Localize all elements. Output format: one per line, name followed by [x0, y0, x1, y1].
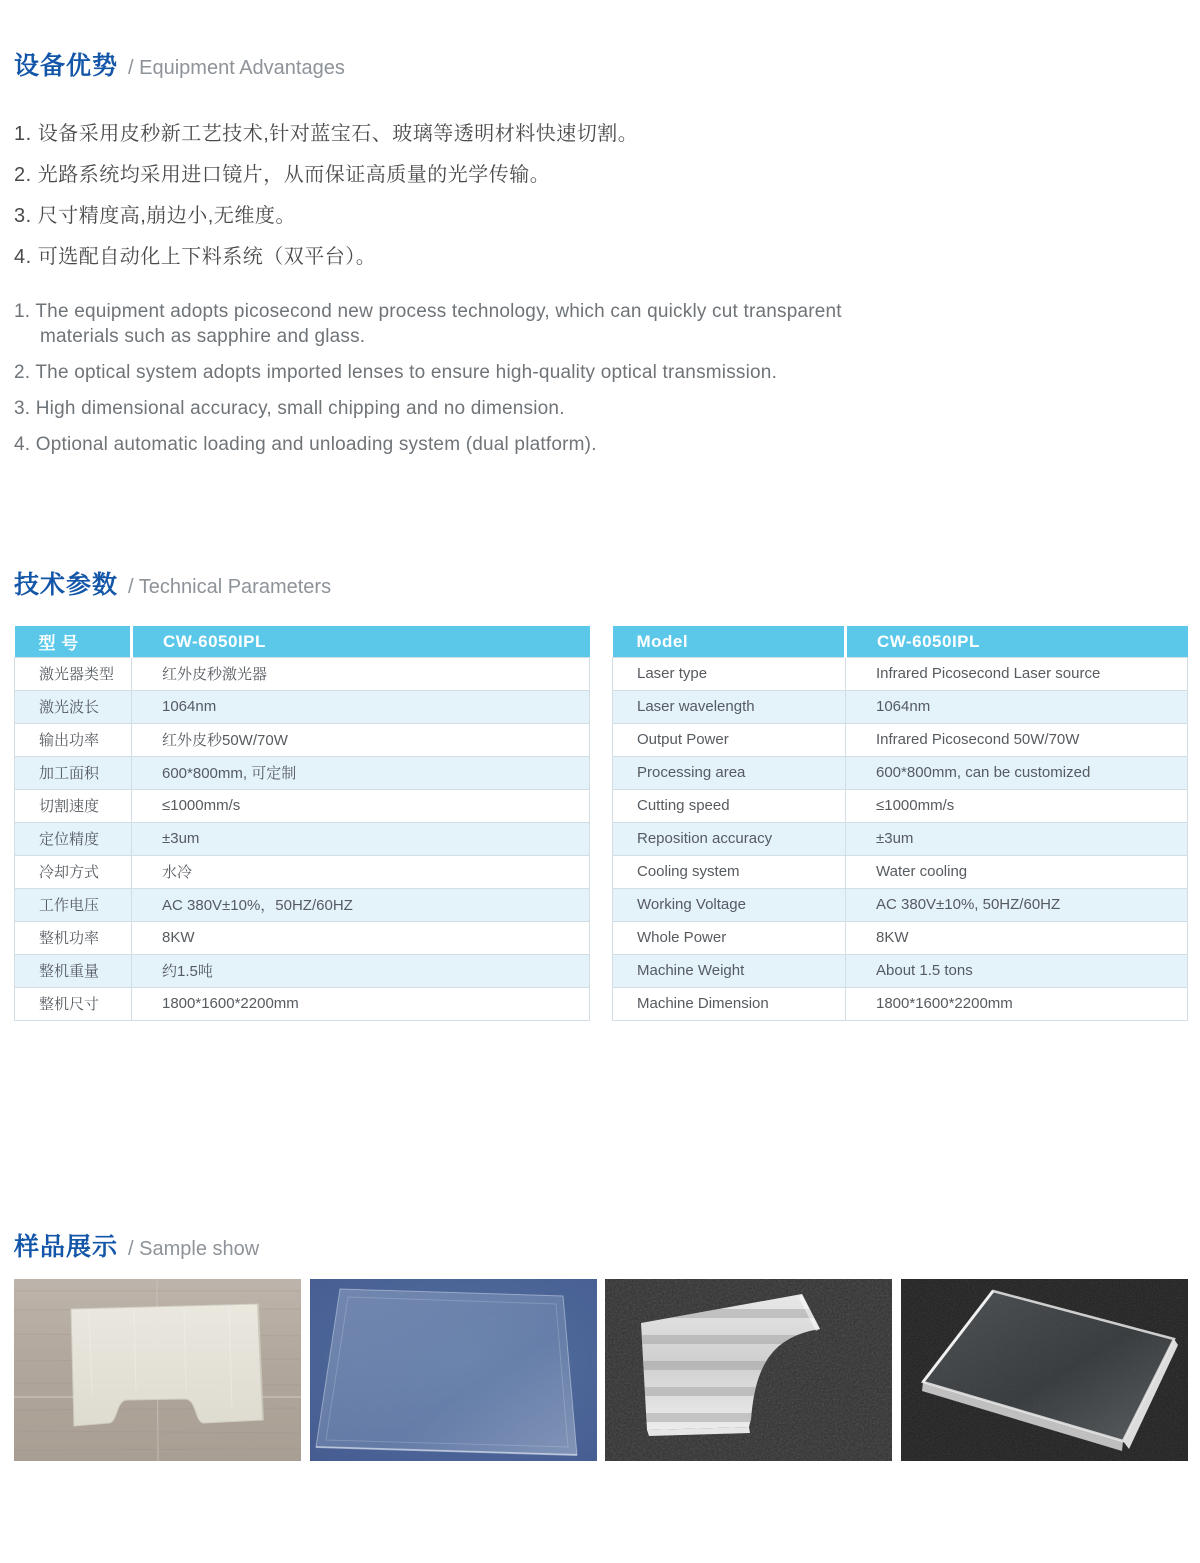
param-value: 水冷	[132, 855, 590, 888]
glass-sample-photo	[14, 1279, 301, 1461]
param-value: 8KW	[132, 921, 590, 954]
spec-table-chinese	[14, 626, 590, 1021]
advantage-item-cn: 4. 可选配自动化上下料系统（双平台）。	[14, 246, 377, 268]
heading-cn: 技术参数	[14, 571, 119, 600]
param-label: 整机功率	[15, 921, 132, 954]
table-row	[15, 954, 590, 987]
param-value: 1064nm	[846, 690, 1188, 723]
table-row	[613, 954, 1188, 987]
table-row	[613, 921, 1188, 954]
advantage-item-cn: 3. 尺寸精度高,崩边小,无维度。	[14, 205, 296, 227]
param-value: 600*800mm, can be customized	[846, 756, 1188, 789]
glass-sample-photo	[901, 1279, 1188, 1461]
section-heading-technical-parameters	[14, 565, 1186, 601]
param-label: 激光器类型	[15, 657, 132, 690]
heading-cn: 设备优势	[14, 52, 119, 80]
param-value: ≤1000mm/s	[132, 789, 590, 822]
table-row	[15, 657, 590, 690]
glass-sample-photo	[605, 1279, 892, 1461]
model-value-header: CW-6050IPL	[132, 626, 590, 657]
parameter-tables	[14, 626, 1188, 1021]
param-label: Machine Dimension	[613, 987, 846, 1020]
advantage-item-cn: 1. 设备采用皮秒新工艺技术,针对蓝宝石、玻璃等透明材料快速切割。	[14, 123, 639, 145]
table-body	[15, 657, 590, 1020]
param-label: Cooling system	[613, 855, 846, 888]
table-row	[613, 657, 1188, 690]
model-value-header: CW-6050IPL	[846, 626, 1188, 657]
param-value: 8KW	[846, 921, 1188, 954]
param-label: Whole Power	[613, 921, 846, 954]
table-row	[15, 690, 590, 723]
table-row	[15, 888, 590, 921]
param-label: 整机尺寸	[15, 987, 132, 1020]
advantages-list-en	[14, 299, 919, 457]
table-row	[15, 822, 590, 855]
param-label: 定位精度	[15, 822, 132, 855]
table-body	[613, 657, 1188, 1020]
table-row	[15, 855, 590, 888]
table-row	[613, 888, 1188, 921]
param-value: 红外皮秒激光器	[132, 657, 590, 690]
param-label: Cutting speed	[613, 789, 846, 822]
advantage-item-cn: 2. 光路系统均采用进口镜片，从而保证高质量的光学传输。	[14, 164, 551, 186]
param-value: Water cooling	[846, 855, 1188, 888]
sample-images-row	[14, 1279, 1188, 1532]
param-value: 约1.5吨	[132, 954, 590, 987]
advantage-item-en: 2. The optical system adopts imported lenses to ensure high-quality optical transmission.	[14, 362, 778, 384]
param-label: Machine Weight	[613, 954, 846, 987]
table-row	[15, 723, 590, 756]
param-value: AC 380V±10%，50HZ/60HZ	[132, 888, 590, 921]
param-value: ±3um	[132, 822, 590, 855]
advantage-item-en: 4. Optional automatic loading and unloading system (dual platform).	[14, 434, 597, 456]
table-row	[613, 987, 1188, 1020]
spec-table-english	[612, 626, 1188, 1021]
heading-en: / Sample show	[128, 1237, 260, 1260]
glass-sample-photo	[310, 1279, 597, 1461]
param-label: 输出功率	[15, 723, 132, 756]
sample-image-2	[310, 1279, 597, 1461]
param-value: About 1.5 tons	[846, 954, 1188, 987]
model-label-header: 型 号	[15, 626, 132, 657]
param-label: Working Voltage	[613, 888, 846, 921]
model-label-header: Model	[613, 626, 846, 657]
heading-en: / Equipment Advantages	[128, 57, 345, 79]
param-label: Output Power	[613, 723, 846, 756]
table-row	[613, 723, 1188, 756]
param-value: 600*800mm, 可定制	[132, 756, 590, 789]
param-label: Reposition accuracy	[613, 822, 846, 855]
table-row	[613, 855, 1188, 888]
table-row	[15, 789, 590, 822]
section-heading-sample-show	[14, 1227, 1186, 1263]
table-row	[15, 921, 590, 954]
param-label: 冷却方式	[15, 855, 132, 888]
param-value: ≤1000mm/s	[846, 789, 1188, 822]
param-value: Infrared Picosecond 50W/70W	[846, 723, 1188, 756]
table-row	[613, 690, 1188, 723]
table-header-row	[613, 626, 1188, 657]
param-label: 加工面积	[15, 756, 132, 789]
table-row	[15, 756, 590, 789]
param-value: ±3um	[846, 822, 1188, 855]
table-header-row	[15, 626, 590, 657]
param-label: Laser type	[613, 657, 846, 690]
section-heading-equipment-advantages	[14, 46, 1186, 82]
advantage-item-en: 1. The equipment adopts picosecond new process technology, which can quickly cut transparent materials such as sapphire and glass.	[14, 301, 842, 348]
param-value: 1800*1600*2200mm	[846, 987, 1188, 1020]
sample-image-1	[14, 1279, 301, 1461]
param-label: 工作电压	[15, 888, 132, 921]
param-label: Laser wavelength	[613, 690, 846, 723]
param-value: 1064nm	[132, 690, 590, 723]
param-label: 激光波长	[15, 690, 132, 723]
param-value: 红外皮秒50W/70W	[132, 723, 590, 756]
param-value: Infrared Picosecond Laser source	[846, 657, 1188, 690]
table-row	[613, 789, 1188, 822]
advantages-list-cn	[14, 122, 1186, 269]
advantage-item-en: 3. High dimensional accuracy, small chipping and no dimension.	[14, 398, 565, 420]
param-value: AC 380V±10%, 50HZ/60HZ	[846, 888, 1188, 921]
table-row	[613, 756, 1188, 789]
page-content	[0, 46, 1200, 1532]
sample-image-4	[901, 1279, 1188, 1461]
table-row	[613, 822, 1188, 855]
param-label: 切割速度	[15, 789, 132, 822]
param-label: 整机重量	[15, 954, 132, 987]
param-label: Processing area	[613, 756, 846, 789]
param-value: 1800*1600*2200mm	[132, 987, 590, 1020]
heading-en: / Technical Parameters	[128, 576, 332, 599]
heading-cn: 样品展示	[14, 1232, 119, 1261]
table-row	[15, 987, 590, 1020]
sample-image-3	[605, 1279, 892, 1461]
